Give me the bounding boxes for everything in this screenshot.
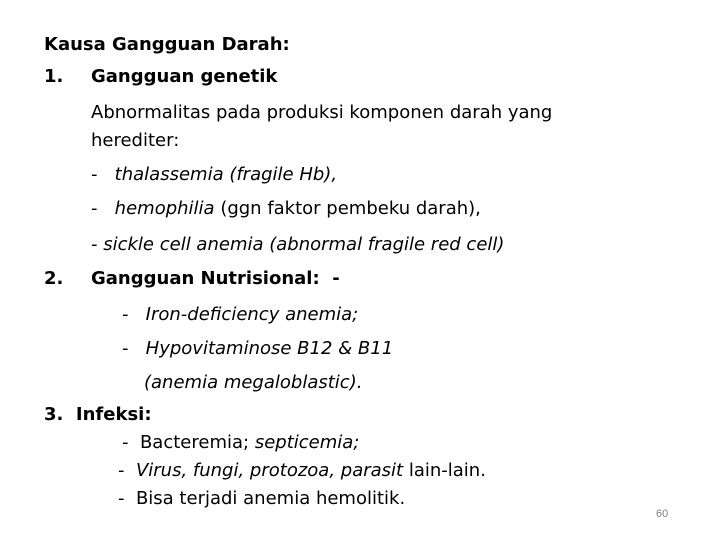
bullet-dash: - [122,432,129,453]
item-text: lain-lain. [408,460,486,481]
bullet-dash: - [122,304,129,325]
section2-trail-dash: - [332,268,340,289]
section3-item2 [118,458,486,484]
item-text: thalassemia (fragile Hb), [114,164,338,185]
section1-desc-line2: herediter: [91,130,180,151]
bullet-dash: - [91,164,98,185]
section2-heading: Gangguan Nutrisional: [91,268,320,289]
item-text: sickle cell anemia (abnormal fragile red cell) [103,234,505,255]
bullet-dash: - [91,198,98,219]
section3-number-heading [44,402,152,428]
item-text-italic: septicemia; [254,432,360,453]
section3-heading: Infeksi: [75,404,152,425]
item-text: Bisa terjadi anemia hemolitik. [135,488,406,509]
item-text-italic: Virus, fungi, protozoa, parasit [135,460,404,481]
section3-item1 [122,430,359,456]
section3-number: 3. [44,404,64,425]
section1-heading: Gangguan genetik [91,66,278,87]
bullet-dash: - [118,488,125,509]
page-number: 60 [656,508,669,520]
section2-item1 [122,302,358,328]
item-text: Iron-deficiency anemia; [145,304,359,325]
section1-item2 [91,196,481,222]
section1-number: 1. [44,66,64,87]
item-term: hemophilia [114,198,215,219]
item-text: Bacteremia; [139,432,250,453]
bullet-dash: - [118,460,125,481]
slide-title: Kausa Gangguan Darah: [44,34,290,55]
item-text: (ggn faktor pembeku darah), [220,198,481,219]
section2-heading-line [91,266,340,292]
section1-item1 [91,162,337,188]
item-text: Hypovitaminose B12 & B11 [145,338,394,359]
section2-number: 2. [44,268,64,289]
bullet-dash: - [91,234,98,255]
section2-item2 [122,336,393,362]
section1-item3 [91,232,504,258]
section3-item3 [118,486,405,512]
section1-desc-line1: Abnormalitas pada produksi komponen darah yang [91,102,553,123]
bullet-dash: - [122,338,129,359]
section2-item2-continuation: (anemia megaloblastic). [144,372,363,393]
